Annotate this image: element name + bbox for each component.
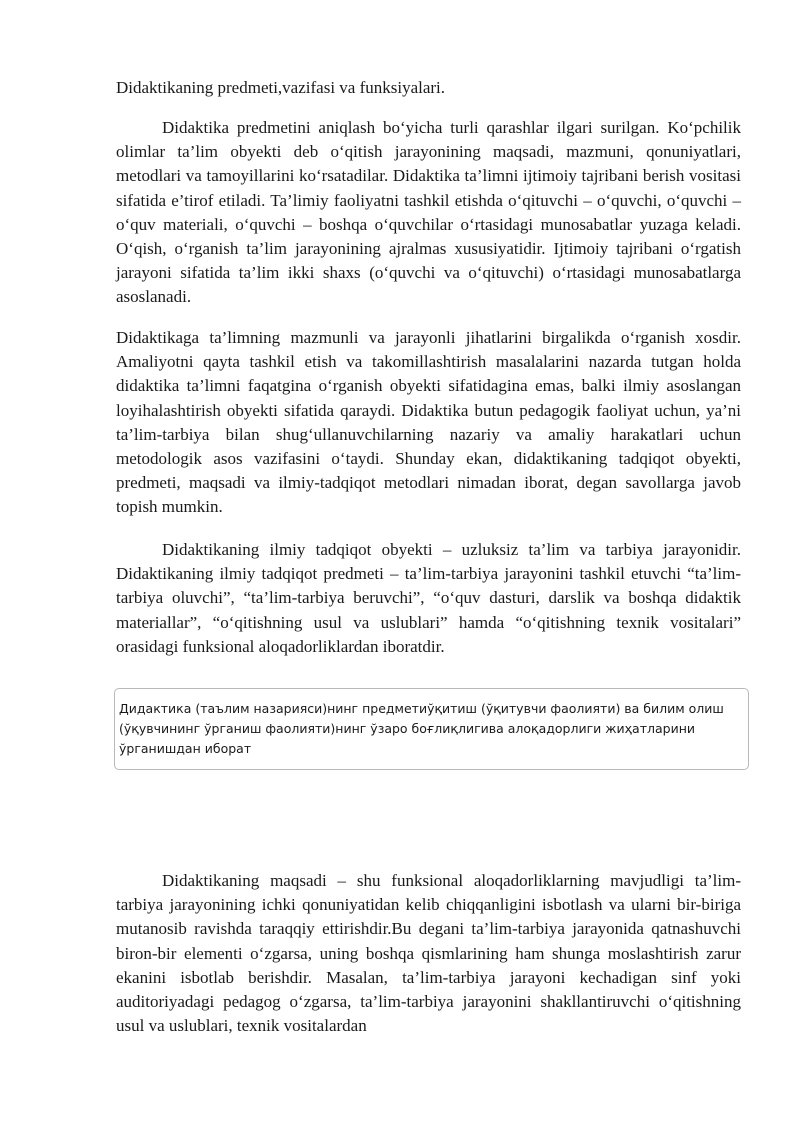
definition-callout-box: Дидактика (таълим назарияси)нинг предметиўқитиш (ўқитувчи фаолияти) ва билим олиш (ўқувчининг ўрганиш фаолияти)нинг ўзаро боғлиқлигива алоқадорлиги жиҳатларини ўрганишдан иборат bbox=[114, 688, 749, 770]
paragraph-didactics-subject: Didaktika predmetini aniqlash bo‘yicha turli qarashlar ilgari surilgan. Ko‘pchilik olimlar ta’lim obyekti deb o‘qitish jarayonining maqsadi, mazmuni, qonuniyatlari, metodlari va tamoyillarini ko‘rsatadilar. Didaktika ta’limni ijtimoiy tajribani berish vositasi sifatida e’tirof etiladi. Ta’limiy faoliyatni tashkil etishda o‘qituvchi – o‘quvchi, o‘quvchi – o‘quv materiali, o‘quvchi – boshqa o‘quvchilar o‘rtasidagi munosabatlar yuzaga keladi. O‘qish, o‘rganish ta’lim jarayonining ajralmas xususiyatidir. Ijtimoiy tajribani o‘rgatish jarayoni sifatida ta’lim ikki shaxs (o‘quvchi va o‘qituvchi) o‘rtasidagi munosabatlarga asoslanadi. bbox=[116, 118, 741, 307]
paragraph-research-object: Didaktikaning ilmiy tadqiqot obyekti – uzluksiz ta’lim va tarbiya jarayonidir. Didaktikaning ilmiy tadqiqot predmeti – ta’lim-tarbiya jarayonini tashkil etuvchi “ta’lim-tarbiya oluvchi”, “ta’lim-tarbiya beruvchi”, “o‘quv dasturi, darslik va boshqa didaktik materiallar”, “o‘qitishning usul va uslublari” hamda “o‘qitishning texnik vositalari” orasidagi funksional aloqadorliklardan iboratdir. bbox=[116, 540, 741, 656]
paragraph-didactics-aspects: Didaktikaga ta’limning mazmunli va jarayonli jihatlarini birgalikda o‘rganish xosdir. Amaliyotni qayta tashkil etish va takomillashtirish masalalarini nazarda tutgan holda didaktika ta’limni faqatgina o‘rganish obyekti sifatidagina emas, balki ilmiy asoslangan loyihalashtirish obyekti sifatida qaraydi. Didaktika butun pedagogik faoliyat uchun, ya’ni ta’lim-tarbiya bilan shug‘ullanuvchilarning nazariy va amaliy harakatlari uchun metodologik asos vazifasini o‘taydi. Shunday ekan, didaktikaning tadqiqot obyekti, predmeti, maqsadi va ilmiy-tadqiqot metodlari nimadan iborat, degan savollarga javob topish mumkin. bbox=[116, 328, 741, 517]
paragraph-didactics-goal: Didaktikaning maqsadi – shu funksional aloqadorliklarning mavjudligi ta’lim-tarbiya jarayonining ichki qonuniyatidan kelib chiqqanligini isbotlash va ularni bir-biriga mutanosib ravishda taraqqiy ettirishdir.Bu degani ta’lim-tarbiya jarayonida qatnashuvchi biron-bir elementi o‘zgarsa, uning boshqa qismlarining ham shunga moslashtirish zarur ekanini isbotlab berishdir. Masalan, ta’lim-tarbiya jarayoni kechadigan sinf yoki auditoriyadagi pedagog o‘zgarsa, ta’lim-tarbiya jarayonini shakllantiruvchi o‘qitishning usul va uslublari, texnik vositalardan bbox=[116, 871, 741, 1036]
section-heading: Didaktikaning predmeti,vazifasi va funksiyalari. bbox=[116, 78, 446, 97]
